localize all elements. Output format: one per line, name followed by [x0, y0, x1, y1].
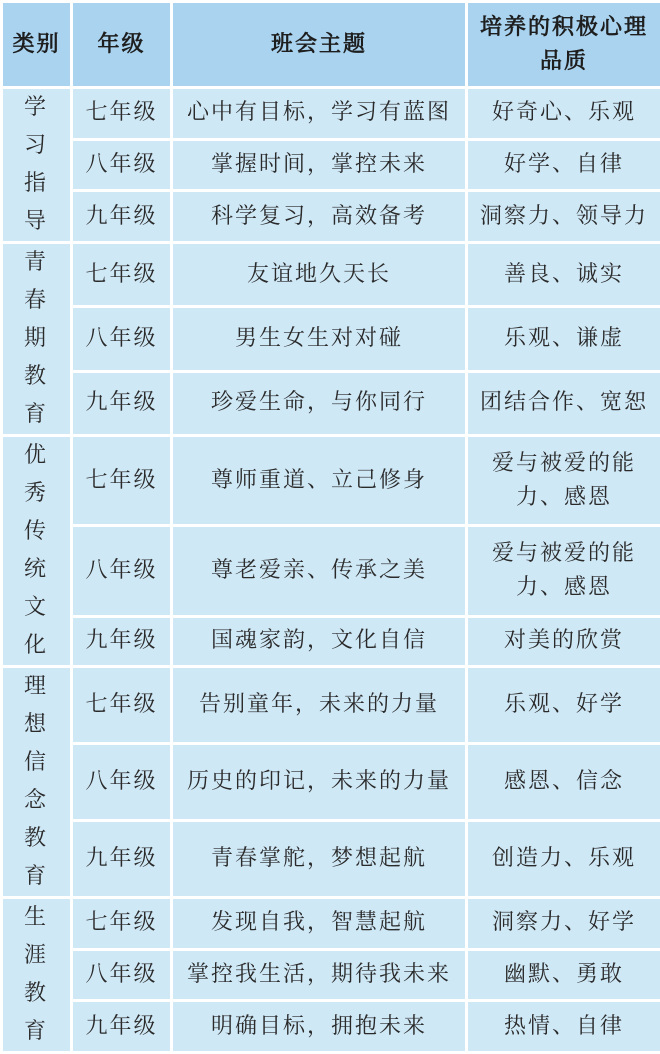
category-cell: 学习指导	[2, 88, 72, 243]
quality-cell: 创造力、乐观	[467, 821, 660, 898]
grade-cell: 七年级	[72, 898, 172, 950]
grade-cell: 七年级	[72, 88, 172, 140]
quality-cell: 善良、诚实	[467, 243, 660, 307]
topic-cell: 男生女生对对碰	[172, 307, 467, 371]
topic-cell: 尊老爱亲、传承之美	[172, 526, 467, 616]
table-row	[2, 667, 660, 744]
table-row	[2, 436, 660, 526]
grade-cell: 九年级	[72, 616, 172, 667]
table-row	[2, 821, 660, 898]
topic-cell: 历史的印记，未来的力量	[172, 744, 467, 821]
quality-cell: 乐观、好学	[467, 667, 660, 744]
quality-cell: 洞察力、领导力	[467, 191, 660, 243]
table-row	[2, 744, 660, 821]
table-row	[2, 139, 660, 191]
table-row	[2, 191, 660, 243]
grade-cell: 九年级	[72, 191, 172, 243]
grade-cell: 七年级	[72, 436, 172, 526]
grade-cell: 七年级	[72, 243, 172, 307]
topic-cell: 科学复习，高效备考	[172, 191, 467, 243]
table-row	[2, 949, 660, 1001]
category-cell: 生涯教育	[2, 898, 72, 1053]
quality-cell: 爱与被爱的能力、感恩	[467, 436, 660, 526]
topic-cell: 友谊地久天长	[172, 243, 467, 307]
grade-cell: 七年级	[72, 667, 172, 744]
table-row	[2, 526, 660, 616]
header-quality: 培养的积极心理品质	[467, 2, 660, 88]
quality-cell: 感恩、信念	[467, 744, 660, 821]
grade-cell: 九年级	[72, 371, 172, 435]
topic-cell: 国魂家韵，文化自信	[172, 616, 467, 667]
topic-cell: 珍爱生命，与你同行	[172, 371, 467, 435]
grade-cell: 八年级	[72, 526, 172, 616]
grade-cell: 八年级	[72, 744, 172, 821]
table-row	[2, 88, 660, 140]
quality-cell: 好学、自律	[467, 139, 660, 191]
topic-cell: 发现自我，智慧起航	[172, 898, 467, 950]
category-cell: 青春期教育	[2, 243, 72, 436]
quality-cell: 对美的欣赏	[467, 616, 660, 667]
header-grade: 年级	[72, 2, 172, 88]
topic-cell: 青春掌舵，梦想起航	[172, 821, 467, 898]
header-topic: 班会主题	[172, 2, 467, 88]
table-row	[2, 243, 660, 307]
topic-cell: 掌握时间，掌控未来	[172, 139, 467, 191]
topic-cell: 明确目标，拥抱未来	[172, 1001, 467, 1053]
topic-cell: 掌控我生活，期待我未来	[172, 949, 467, 1001]
header-row	[2, 2, 660, 88]
grade-cell: 八年级	[72, 307, 172, 371]
quality-cell: 团结合作、宽恕	[467, 371, 660, 435]
quality-cell: 乐观、谦虚	[467, 307, 660, 371]
table-row	[2, 616, 660, 667]
topic-cell: 告别童年，未来的力量	[172, 667, 467, 744]
grade-cell: 九年级	[72, 821, 172, 898]
category-cell: 优秀传统文化	[2, 436, 72, 667]
category-cell: 理想信念教育	[2, 667, 72, 898]
table-row	[2, 898, 660, 950]
table-row	[2, 1001, 660, 1053]
table-row	[2, 371, 660, 435]
quality-cell: 洞察力、好学	[467, 898, 660, 950]
quality-cell: 幽默、勇敢	[467, 949, 660, 1001]
quality-cell: 热情、自律	[467, 1001, 660, 1053]
grade-cell: 八年级	[72, 949, 172, 1001]
quality-cell: 爱与被爱的能力、感恩	[467, 526, 660, 616]
quality-cell: 好奇心、乐观	[467, 88, 660, 140]
topic-cell: 心中有目标，学习有蓝图	[172, 88, 467, 140]
grade-cell: 八年级	[72, 139, 172, 191]
topic-cell: 尊师重道、立己修身	[172, 436, 467, 526]
grade-cell: 九年级	[72, 1001, 172, 1053]
table-row	[2, 307, 660, 371]
header-category: 类别	[2, 2, 72, 88]
